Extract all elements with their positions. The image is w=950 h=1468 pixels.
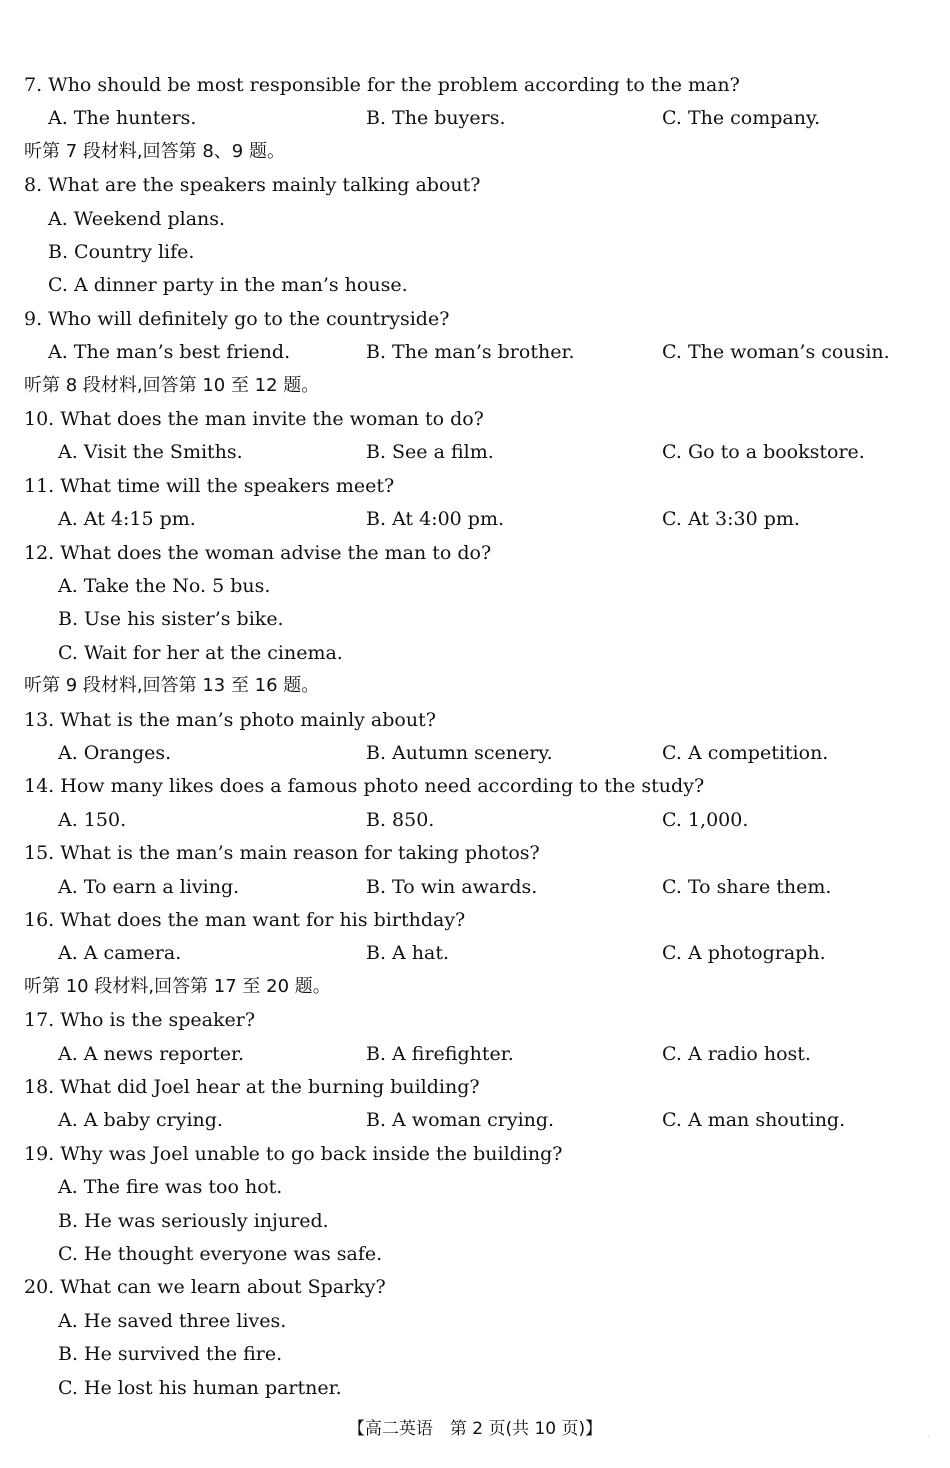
question-13-text: 13. What is the man’s photo mainly about? bbox=[24, 708, 436, 731]
question-15-text: 15. What is the man’s main reason for taking photos? bbox=[24, 842, 540, 865]
question-7-option-a[interactable]: A. The hunters. bbox=[48, 107, 197, 130]
page-footer: 【高二英语 第 2 页(共 10 页)】 bbox=[347, 1419, 603, 1439]
section-heading: 听第 9 段材料,回答第 13 至 16 题。 bbox=[24, 675, 320, 697]
question-17-option-a[interactable]: A. A news reporter. bbox=[58, 1042, 245, 1065]
question-16-text: 16. What does the man want for his birthday? bbox=[24, 909, 466, 931]
question-17-option-c[interactable]: C. A radio host. bbox=[662, 1042, 811, 1065]
question-14-option-b[interactable]: B. 850. bbox=[366, 808, 435, 831]
question-7-option-c[interactable]: C. The company. bbox=[662, 107, 821, 130]
question-8-option-c[interactable]: C. A dinner party in the man’s house. bbox=[48, 274, 408, 297]
question-14-text: 14. How many likes does a famous photo need according to the study? bbox=[24, 775, 705, 798]
question-18-option-b[interactable]: B. A woman crying. bbox=[366, 1109, 555, 1132]
section-heading: 听第 8 段材料,回答第 10 至 12 题。 bbox=[24, 374, 320, 396]
question-8-option-a[interactable]: A. Weekend plans. bbox=[48, 207, 226, 230]
question-9-text: 9. Who will definitely go to the countryside? bbox=[24, 307, 450, 330]
question-16-option-a[interactable]: A. A camera. bbox=[58, 942, 182, 965]
question-20-option-a[interactable]: A. He saved three lives. bbox=[58, 1309, 287, 1332]
question-13-option-a[interactable]: A. Oranges. bbox=[58, 742, 172, 764]
question-20-option-b[interactable]: B. He survived the fire. bbox=[58, 1343, 283, 1366]
question-10-option-c[interactable]: C. Go to a bookstore. bbox=[662, 441, 865, 464]
question-13-option-b[interactable]: B. Autumn scenery. bbox=[366, 742, 553, 764]
question-17-option-b[interactable]: B. A firefighter. bbox=[366, 1042, 514, 1065]
question-12-option-c[interactable]: C. Wait for her at the cinema. bbox=[58, 641, 343, 664]
question-11-text: 11. What time will the speakers meet? bbox=[24, 474, 395, 497]
question-15-option-b[interactable]: B. To win awards. bbox=[366, 875, 538, 898]
question-7-text: 7. Who should be most responsible for the problem according to the man? bbox=[24, 74, 740, 96]
question-18-option-c[interactable]: C. A man shouting. bbox=[662, 1109, 846, 1132]
question-15-option-c[interactable]: C. To share them. bbox=[662, 875, 832, 898]
question-9-option-c[interactable]: C. The woman’s cousin. bbox=[662, 341, 890, 364]
corner-mark: . bbox=[927, 1430, 930, 1439]
question-9-option-b[interactable]: B. The man’s brother. bbox=[366, 341, 575, 364]
section-heading: 听第 10 段材料,回答第 17 至 20 题。 bbox=[24, 975, 331, 997]
question-11-option-c[interactable]: C. At 3:30 pm. bbox=[662, 508, 800, 531]
question-16-option-b[interactable]: B. A hat. bbox=[366, 942, 450, 965]
question-12-option-a[interactable]: A. Take the No. 5 bus. bbox=[58, 575, 271, 597]
question-13-option-c[interactable]: C. A competition. bbox=[662, 742, 829, 764]
question-19-text: 19. Why was Joel unable to go back inside the building? bbox=[24, 1142, 563, 1165]
question-8-option-b[interactable]: B. Country life. bbox=[48, 241, 195, 263]
question-14-option-c[interactable]: C. 1,000. bbox=[662, 808, 749, 831]
question-19-option-a[interactable]: A. The fire was too hot. bbox=[58, 1176, 283, 1199]
question-18-option-a[interactable]: A. A baby crying. bbox=[58, 1109, 223, 1132]
question-10-text: 10. What does the man invite the woman to do? bbox=[24, 408, 484, 430]
question-18-text: 18. What did Joel hear at the burning building? bbox=[24, 1076, 480, 1098]
question-11-option-a[interactable]: A. At 4:15 pm. bbox=[58, 508, 196, 531]
question-10-option-a[interactable]: A. Visit the Smiths. bbox=[58, 441, 243, 464]
question-19-option-c[interactable]: C. He thought everyone was safe. bbox=[58, 1243, 383, 1265]
question-12-option-b[interactable]: B. Use his sister’s bike. bbox=[58, 608, 284, 631]
question-16-option-c[interactable]: C. A photograph. bbox=[662, 942, 826, 965]
question-9-option-a[interactable]: A. The man’s best friend. bbox=[48, 341, 291, 364]
question-15-option-a[interactable]: A. To earn a living. bbox=[58, 875, 240, 898]
question-20-text: 20. What can we learn about Sparky? bbox=[24, 1276, 386, 1299]
question-14-option-a[interactable]: A. 150. bbox=[58, 808, 127, 831]
question-8-text: 8. What are the speakers mainly talking about? bbox=[24, 174, 481, 197]
question-19-option-b[interactable]: B. He was seriously injured. bbox=[58, 1209, 329, 1232]
question-7-option-b[interactable]: B. The buyers. bbox=[366, 107, 506, 130]
question-20-option-c[interactable]: C. He lost his human partner. bbox=[58, 1376, 342, 1399]
question-11-option-b[interactable]: B. At 4:00 pm. bbox=[366, 508, 505, 531]
question-12-text: 12. What does the woman advise the man to do? bbox=[24, 541, 492, 564]
question-10-option-b[interactable]: B. See a film. bbox=[366, 441, 494, 464]
question-17-text: 17. Who is the speaker? bbox=[24, 1009, 256, 1032]
section-heading: 听第 7 段材料,回答第 8、9 题。 bbox=[24, 140, 285, 162]
